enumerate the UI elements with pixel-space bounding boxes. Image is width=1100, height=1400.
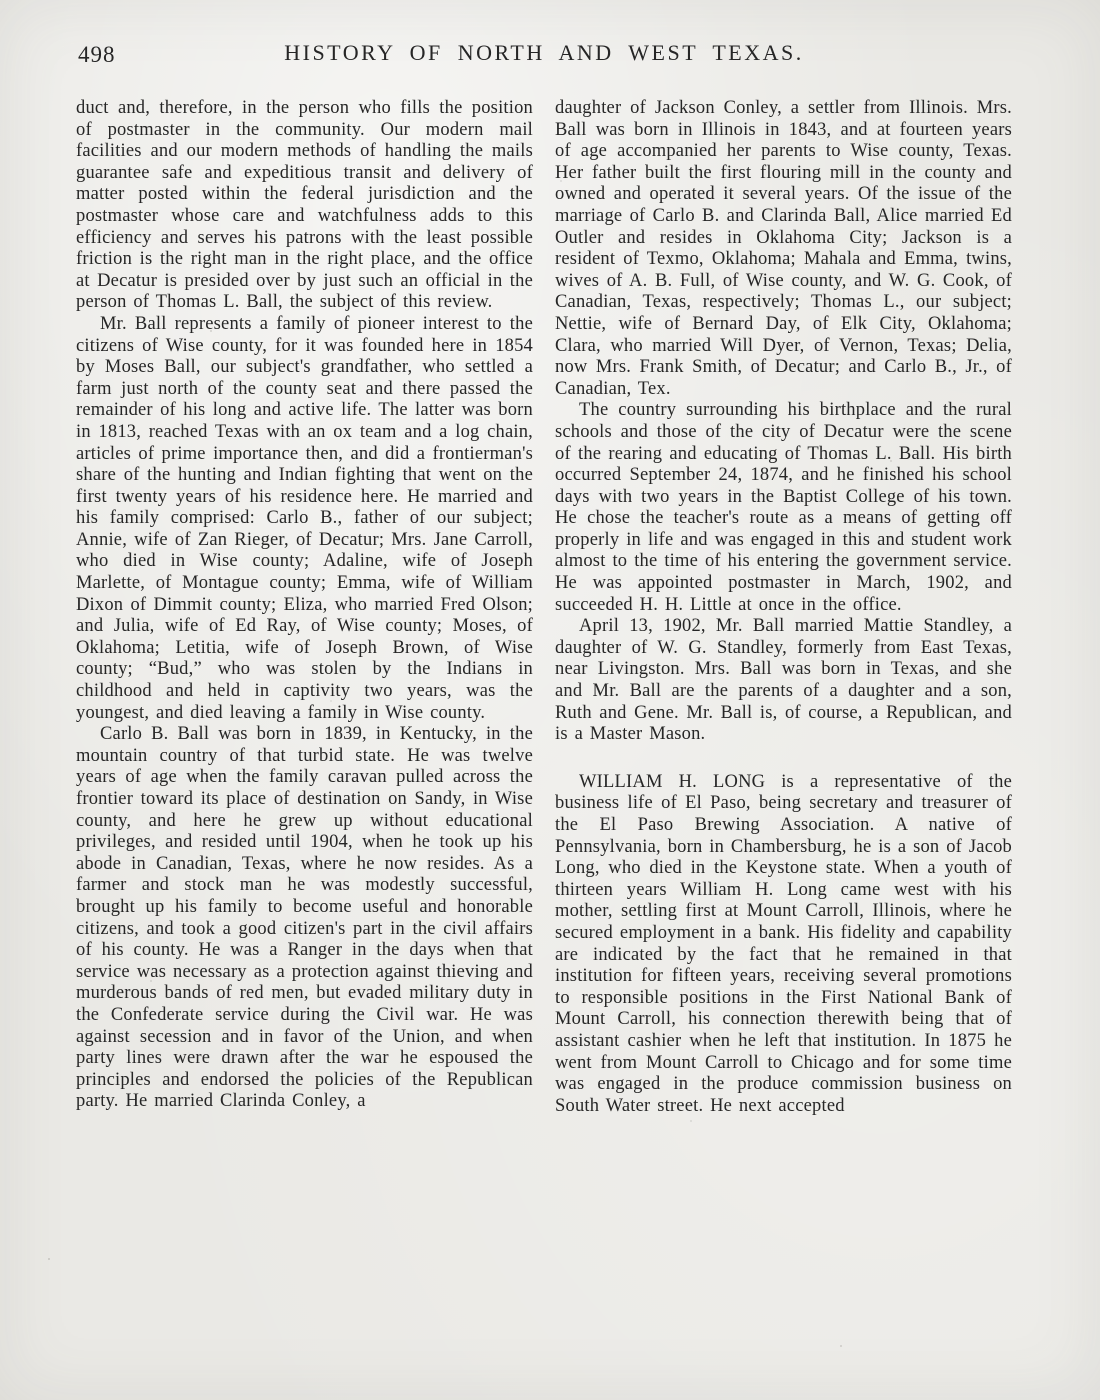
page-header [76, 40, 1012, 72]
paragraph-carlo-b-ball: Carlo B. Ball was born in 1839, in Kentucky, in the mountain country of that turbid state. He was twelve years of age when the family caravan pulled across the frontier toward its place of destination on Sandy, in Wise county, and here he grew up without educational privileges, and resided until 1904, when he took up his abode in Canadian, Texas, where he now resides. As a farmer and stock man he was modestly successful, brought up his family to become useful and honorable citizens, and took a good citizen's part in the civil affairs of his county. He was a Ranger in the days when that service was necessary as a protection against thieving and murderous bands of red men, but evaded military duty in the Confederate service during the Civil war. He was against secession and in favor of the Union, and when party lines were drawn after the war he espoused the principles and endorsed the policies of the Republican party. He married Clarinda Conley, a [76, 724, 533, 1112]
paragraph-william-h-long-biography: WILLIAM H. LONG is a representative of the business life of El Paso, being secretary and treasurer of the El Paso Brewing Association. A native of Pennsylvania, born in Chambersburg, he is a son of Jacob Long, who died in the Keystone state. When a youth of thirteen years William H. Long came west with his mother, settling first at Mount Carroll, Illinois, where he secured employment in a bank. His fidelity and capability are indicated by the fact that he remained in that institution for fifteen years, receiving several promotions to responsible positions in the First National Bank of Mount Carroll, his connection therewith being that of assistant cashier when he left that institution. In 1875 he went from Mount Carroll to Chicago and for some time was engaged in the produce commission business on South Water street. He next accepted [555, 771, 1012, 1116]
paragraph-ball-marriage: April 13, 1902, Mr. Ball married Mattie Standley, a daughter of W. G. Standley, formerly from East Texas, near Livingston. Mrs. Ball was born in Texas, and she and Mr. Ball are the parents of a daughter and a son, Ruth and Gene. Mr. Ball is, of course, a Republican, and is a Master Mason. [555, 616, 1012, 745]
paragraph-conley-family-continuation: daughter of Jackson Conley, a settler from Illinois. Mrs. Ball was born in Illinois in 1843, and at fourteen years of age accompanied her parents to Wise county, Texas. Her father built the first flouring mill in the county and owned and operated it several years. Of the issue of the marriage of Carlo B. and Clarinda Ball, Alice married Ed Outler and resides in Oklahoma City; Jackson is a resident of Texmo, Oklahoma; Mahala and Emma, twins, wives of A. B. Full, of Wise county, and W. G. Cook, of Canadian, Texas, respectively; Thomas L., our subject; Nettie, wife of Bernard Day, of Elk City, Oklahoma; Clara, who married Will Dyer, of Vernon, Texas; Delia, now Mrs. Frank Smith, of Decatur; and Carlo B., Jr., of Canadian, Tex. [555, 98, 1012, 399]
paragraph-ball-family-pioneer: Mr. Ball represents a family of pioneer interest to the citizens of Wise county, for it was founded here in 1854 by Moses Ball, our subject's grandfather, who settled a farm just north of the county seat and there passed the remainder of his long and active life. The latter was born in 1813, reached Texas with an ox team and a log chain, articles of prime importance then, and did a frontierman's share of the hunting and Indian fighting that went on the first twenty years of his residence here. He married and his family comprised: Carlo B., father of our subject; Annie, wife of Zan Rieger, of Decatur; Mrs. Jane Carroll, who died in Wise county; Adaline, wife of Joseph Marlette, of Montague county; Emma, wife of William Dixon of Dimmit county; Eliza, who married Fred Olson; and Julia, wife of Ed Ray, of Wise county; Moses, of Oklahoma; Letitia, wife of Joseph Brown, of Wise county; “Bud,” who was stolen by the Indians in childhood and held in captivity two years, was the youngest, and died leaving a family in Wise county. [76, 313, 533, 723]
paragraph-postmaster-continuation: duct and, therefore, in the person who fills the position of postmaster in the community. Our modern mail facilities and our modern methods of handling the mails guarantee safe and expeditious transit and delivery of matter posted within the federal jurisdiction and the postmaster whose care and watchfulness adds to this efficiency and serves his patrons with the least possible friction is the right man in the right place, and the office at Decatur is presided over by just such an official in the person of Thomas L. Ball, the subject of this review. [76, 98, 533, 313]
page-body [76, 98, 1012, 1117]
running-title: HISTORY OF NORTH AND WEST TEXAS. [284, 40, 804, 65]
right-column [555, 98, 1012, 1117]
page-number: 498 [78, 42, 116, 67]
paragraph-thomas-ball-education: The country surrounding his birthplace and the rural schools and those of the city of Decatur were the scene of the rearing and educating of Thomas L. Ball. His birth occurred September 24, 1874, and he finished his school days with two years in the Baptist College of his town. He chose the teacher's route as a means of getting off properly in life and was engaged in this and student work almost to the time of his entering the government service. He was appointed postmaster in March, 1902, and succeeded H. H. Little at once in the office. [555, 400, 1012, 615]
left-column [76, 98, 533, 1117]
